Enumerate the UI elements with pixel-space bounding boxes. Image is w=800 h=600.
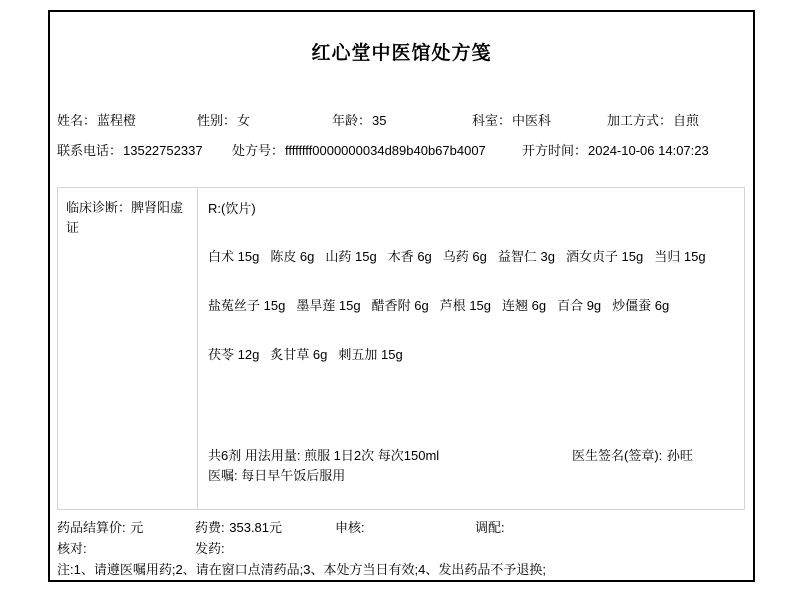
herb-item: 芦根 15g [439,298,492,313]
doctor-signature-value: 孙旺 [666,448,693,463]
patient-gender-value: 女 [237,113,251,128]
diagnosis-value: 脾肾阳虚证 [66,200,184,236]
review-field [335,517,366,536]
doctor-advice: 医嘱: 每日早午饭后服用 [208,468,346,483]
prescription-body-box [57,187,745,510]
clinical-diagnosis-cell [58,188,198,509]
doctor-signature-label: 医生签名(签章): [572,448,666,463]
rx-number-value: ffffffff0000000034d89b40b67b4007 [285,143,486,158]
herb-item: 乌药 6g [442,249,487,264]
settlement-price-label: 药品结算价: [57,520,126,535]
phone-label: 联系电话： [57,143,123,158]
phone-value: 13522752337 [123,143,203,158]
settlement-price-field [57,517,143,536]
herb-item: 酒女贞子 15g [565,249,644,264]
fee-label: 药费: [195,520,225,535]
rx-number-field [232,140,486,159]
herb-item: 炒僵蚕 6g [612,298,670,313]
settlement-price-value: 元 [130,520,144,535]
dispense-field [195,538,226,557]
department-field [472,110,551,129]
usage-instructions: 共6剂 用法用量: 煎服 1日2次 每次150ml [208,448,440,463]
herb-item: 连翘 6g [502,298,547,313]
doctor-signature [572,445,693,464]
check-field [57,538,88,557]
prepare-label: 调配: [475,520,505,535]
patient-age-value: 35 [372,113,387,128]
diagnosis-label: 临床诊断： [66,200,132,215]
department-value: 中医科 [512,113,552,128]
phone-field [57,140,203,159]
fee-field [195,517,282,536]
processing-method-field [607,110,699,129]
herb-item: 醋香附 6g [371,298,429,313]
issue-time-value: 2024-10-06 14:07:23 [588,143,709,158]
patient-name-label: 姓名： [57,113,97,128]
rx-number-label: 处方号： [232,143,285,158]
herb-item: 刺五加 15g [338,347,403,362]
review-label: 申核: [335,520,365,535]
dispense-label: 发药: [195,541,225,556]
rx-cell [199,188,744,509]
herb-item: 炙甘草 6g [270,347,328,362]
patient-name-value: 蓝程橙 [97,113,137,128]
check-label: 核对: [57,541,87,556]
prescription-sheet [48,10,755,582]
prepare-field [475,517,506,536]
footer-note: 注:1、请遵医嘱用药;2、请在窗口点清药品;3、本处方当日有效;4、发出药品不予退换; [57,562,546,577]
herb-item: 白术 15g [208,249,260,264]
department-label: 科室： [472,113,512,128]
herb-item: 墨旱莲 15g [296,298,361,313]
herb-item: 百合 9g [557,298,602,313]
herb-item: 益智仁 3g [497,249,555,264]
herb-item: 当归 15g [654,249,706,264]
issue-time-label: 开方时间： [522,143,588,158]
patient-gender-field [197,110,250,129]
issue-time-field [522,140,709,159]
herb-item: 木香 6g [387,249,432,264]
herb-line [208,246,706,265]
herb-item: 茯苓 12g [208,347,260,362]
rx-header: R:(饮片) [208,201,256,216]
patient-age-field [332,110,386,129]
page-title: 红心堂中医馆处方笺 [311,43,492,64]
patient-gender-label: 性别： [197,113,237,128]
herb-line [208,295,669,314]
processing-method-value: 自煎 [673,113,700,128]
herb-line [208,344,403,363]
patient-name-field [57,110,136,129]
fee-value: 353.81元 [229,520,283,535]
herb-item: 盐菟丝子 15g [208,298,286,313]
herb-item: 陈皮 6g [270,249,315,264]
herb-item: 山药 15g [325,249,377,264]
processing-method-label: 加工方式： [607,113,673,128]
patient-age-label: 年龄： [332,113,372,128]
